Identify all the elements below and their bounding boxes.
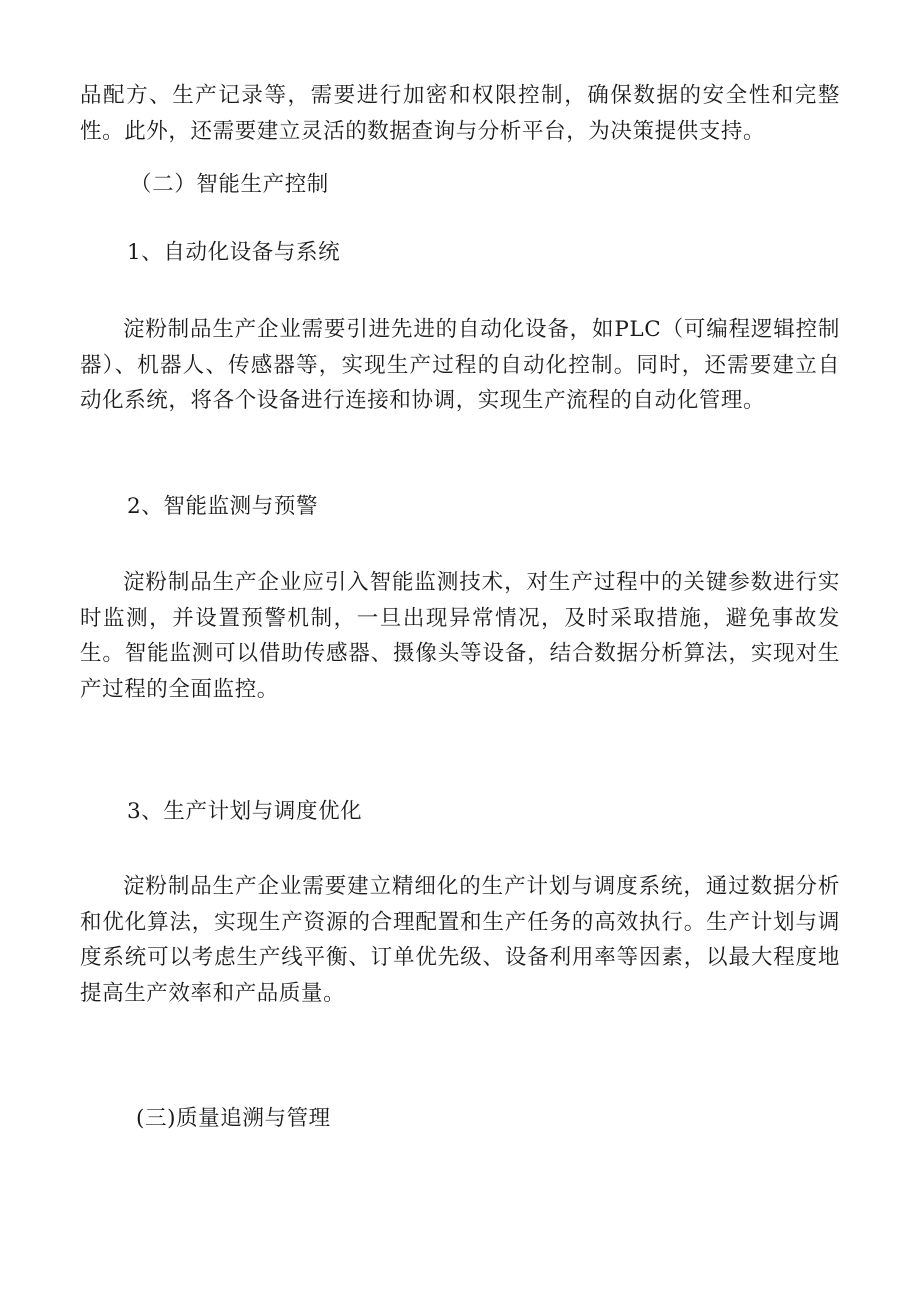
automation-paragraph: 淀粉制品生产企业需要引进先进的自动化设备，如PLC（可编程逻辑控制器）、机器人、传感器等，实现生产过程的自动化控制。同时，还需要建立自动化系统，将各个设备进行连接和协调，实现生产流程的自动化管理。 bbox=[80, 317, 840, 413]
subsection-heading-monitoring: 2、智能监测与预警 bbox=[127, 494, 319, 519]
subsection-heading-automation: 1、自动化设备与系统 bbox=[127, 240, 341, 265]
section-heading-smart-production-control: （二）智能生产控制 bbox=[130, 172, 329, 197]
section-heading-quality-traceability: (三)质量追溯与管理 bbox=[136, 1106, 331, 1131]
subsection-heading-scheduling: 3、生产计划与调度优化 bbox=[127, 799, 363, 824]
monitoring-paragraph: 淀粉制品生产企业应引入智能监测技术，对生产过程中的关键参数进行实时监测，并设置预警机制，一旦出现异常情况，及时采取措施，避免事故发生。智能监测可以借助传感器、摄像头等设备，结合数据分析算法，实现对生产过程的全面监控。 bbox=[80, 570, 840, 702]
scheduling-paragraph: 淀粉制品生产企业需要建立精细化的生产计划与调度系统，通过数据分析和优化算法，实现生产资源的合理配置和生产任务的高效执行。生产计划与调度系统可以考虑生产线平衡、订单优先级、设备利用率等因素，以最大程度地提高生产效率和产品质量。 bbox=[80, 874, 840, 1006]
continuation-paragraph: 品配方、生产记录等，需要进行加密和权限控制，确保数据的安全性和完整性。此外，还需要建立灵活的数据查询与分析平台，为决策提供支持。 bbox=[80, 83, 840, 144]
